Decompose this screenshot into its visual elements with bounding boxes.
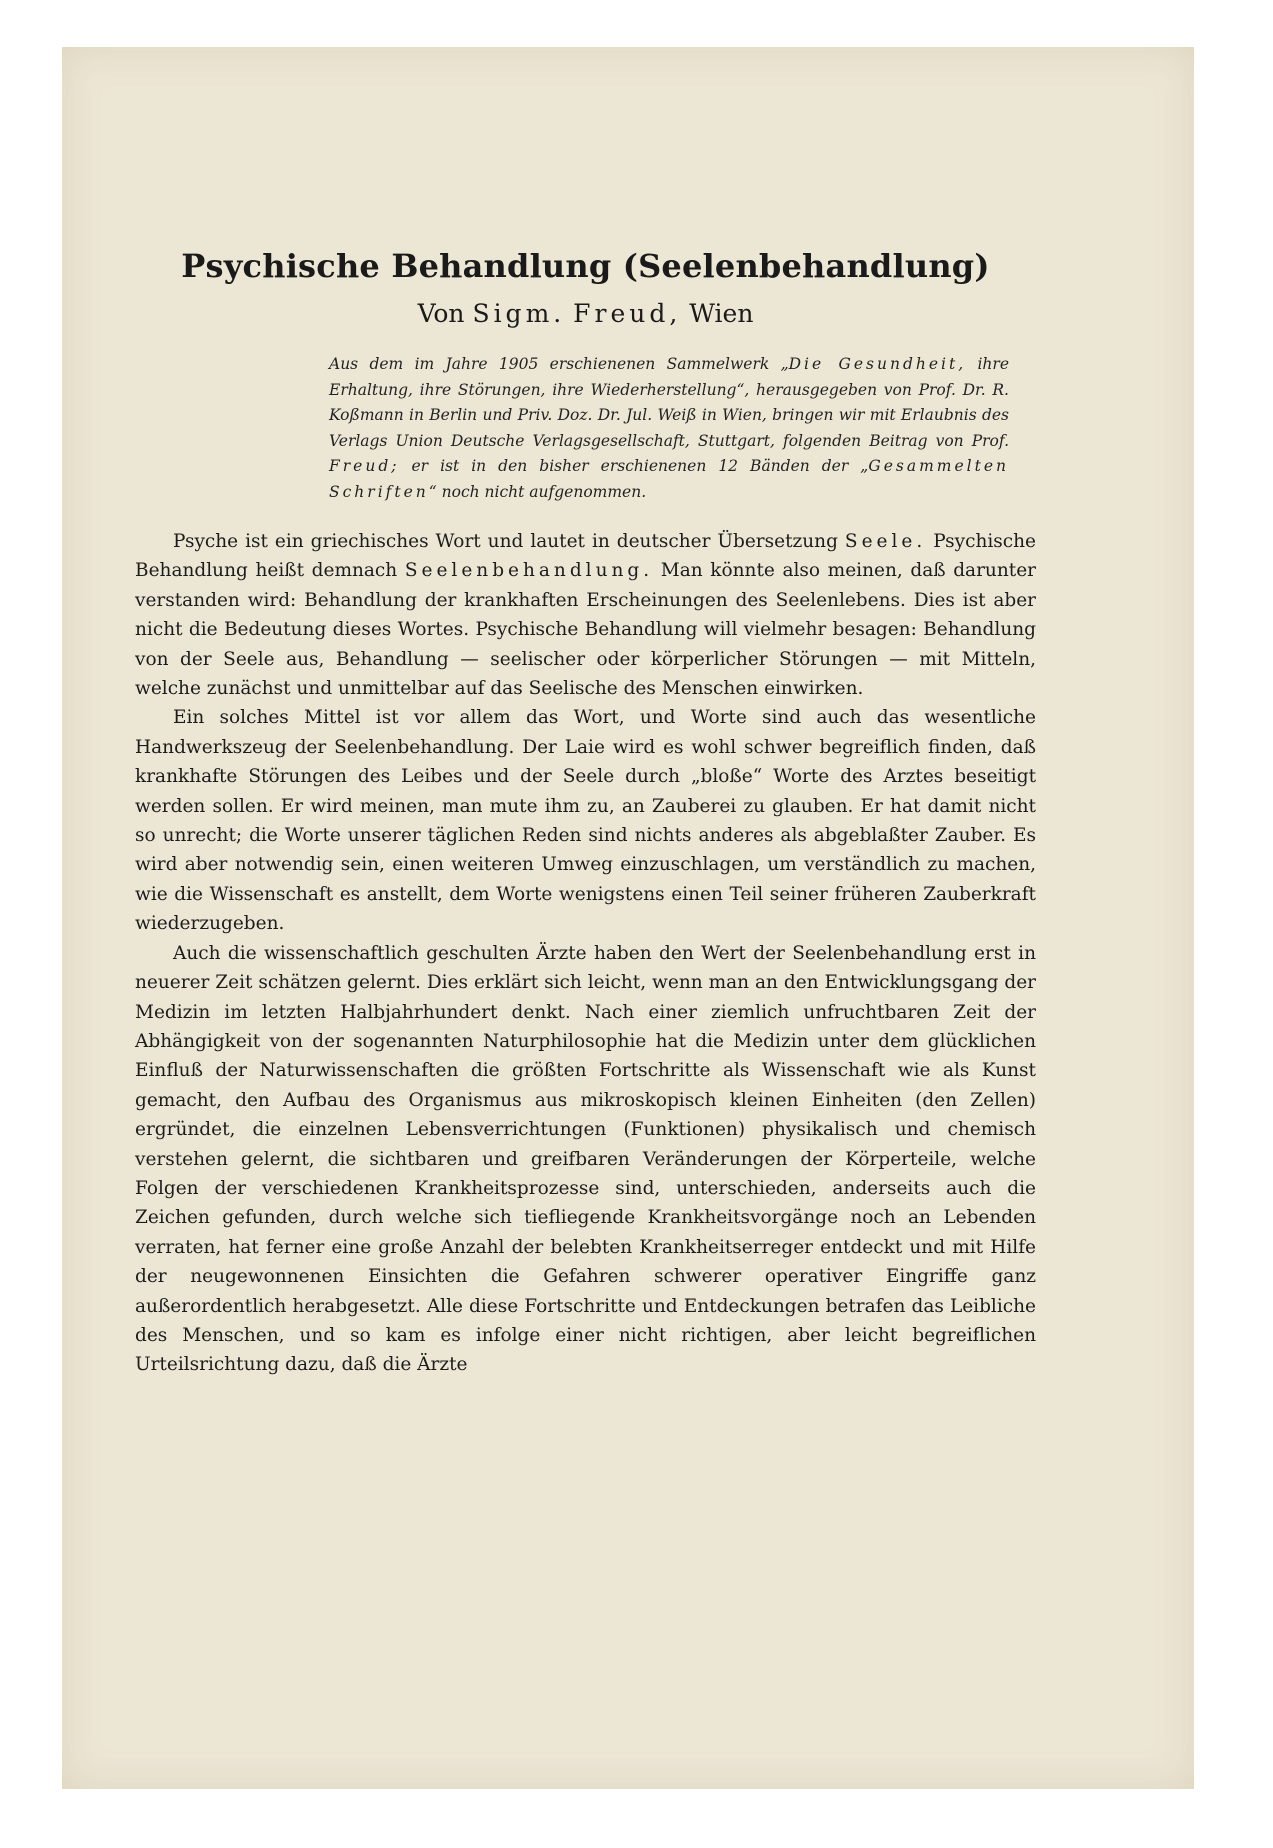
editorial-note-text: erschienenen Sammelwerk „ [538, 355, 789, 373]
editorial-note-text: Aus dem im Jahre [329, 355, 499, 373]
editorial-note-text: ihre Erhaltung, ihre Störungen, ihre Wiederherstellung“, herausgegeben von Prof. Dr. R. Koßmann in Berlin und Priv. Doz. Dr. Jul. Weiß in Wien, bringen wir mit Erlaubnis des Verlags Union Deutsche Verlagsgesellschaft, Stuttgart, folgenden Beitrag von Prof. [329, 355, 1009, 450]
editorial-note-bands: 12 [718, 457, 739, 475]
paragraph-spaced: Seelenbehandlung. [404, 560, 654, 582]
editorial-note-text: er ist in den bisher erschienenen [399, 457, 719, 475]
body-paragraph-2: Ein solches Mittel ist vor allem das Wort, und Worte sind auch das wesentliche Handwerkszeug der Seelenbehandlung. Der Laie wird es wohl schwer begreiflich finden, daß krankhafte Störungen des Leibes und der Seele durch „bloße“ Worte des Arztes beseitigt werden sollen. Er wird meinen, man mute ihm zu, an Zauberei zu glauben. Er hat damit nicht so unrecht; die Worte unserer täglichen Reden sind nichts anderes als abgeblaßter Zauber. Es wird aber notwendig sein, einen weiteren Umweg einzuschlagen, um verständlich zu machen, wie die Wissenschaft es anstellt, dem Worte wenigstens einen Teil seiner früheren Zauberkraft wiederzugeben. [135, 707, 1036, 935]
author-line [135, 299, 1036, 328]
author-first-name: Sigm. [472, 299, 566, 328]
body-paragraph-1 [135, 527, 1036, 703]
editorial-note-spaced: Gesammelten Schriften [329, 457, 1009, 501]
editorial-note-spaced: Die Gesundheit, [788, 355, 967, 373]
paragraph-text: Psychische Behandlung heißt demnach [135, 531, 1037, 582]
editorial-note [329, 352, 1009, 505]
author-last-name: Freud, [573, 299, 682, 328]
editorial-note-year: 1905 [498, 355, 539, 373]
editorial-note-text: Bänden der „ [738, 457, 869, 475]
body-paragraph-3: Auch die wissenschaftlich geschulten Ärzte haben den Wert der Seelenbehandlung erst in neuerer Zeit schätzen gelernt. Dies erklärt sich leicht, wenn man an den Entwicklungsgang der Medizin im letzten Halbjahrhundert denkt. Nach einer ziemlich unfruchtbaren Zeit der Abhängigkeit von der sogenannten Naturphilosophie hat die Medizin unter dem glücklichen Einfluß der Naturwissenschaften die größten Fortschritte als Wissenschaft wie als Kunst gemacht, den Aufbau des Organismus aus mikroskopisch kleinen Einheiten (den Zellen) ergründet, die einzelnen Lebensverrichtungen (Funktionen) physikalisch und chemisch verstehen gelernt, die sichtbaren und greifbaren Veränderungen der Körperteile, welche Folgen der verschiedenen Krankheitsprozesse sind, unterschieden, anderseits auch die Zeichen gefunden, durch welche sich tiefliegende Krankheitsvorgänge noch an Lebenden verraten, hat ferner eine große Anzahl der belebten Krankheitserreger entdeckt und mit Hilfe der neugewonnenen Einsichten die Gefahren schwerer operativer Eingriffe ganz außerordentlich herabgesetzt. Alle diese Fortschritte und Entdeckungen betrafen das Leibliche des Menschen, und so kam es infolge einer nicht richtigen, aber leicht begreiflichen Urteilsrichtung dazu, daß die Ärzte [135, 942, 1036, 1376]
author-place: Wien [689, 299, 754, 328]
page-content [135, 247, 1036, 1380]
scanned-page [62, 47, 1194, 1789]
page-title: Psychische Behandlung (Seelenbehandlung) [181, 247, 990, 285]
editorial-note-text: “ noch nicht aufgenommen. [428, 482, 647, 501]
author-prefix: Von [417, 299, 465, 328]
paragraph-spaced: Seele. [844, 531, 927, 552]
paragraph-text: Man könnte also meinen, daß darunter verstanden wird: Behandlung der krankhaften Erscheinungen des Seelenlebens. Dies ist aber nicht die Bedeutung dieses Wortes. Psychische Behandlung will vielmehr besagen: Behandlung von der Seele aus, Behandlung — seelischer oder körperlicher Störungen — mit Mitteln, welche zunächst und unmittelbar auf das Seelische des Menschen einwirken. [135, 560, 1036, 700]
editorial-note-spaced: Freud; [329, 457, 400, 475]
paragraph-text: Psyche ist ein griechisches Wort und lautet in deutscher Übersetzung [173, 531, 845, 552]
